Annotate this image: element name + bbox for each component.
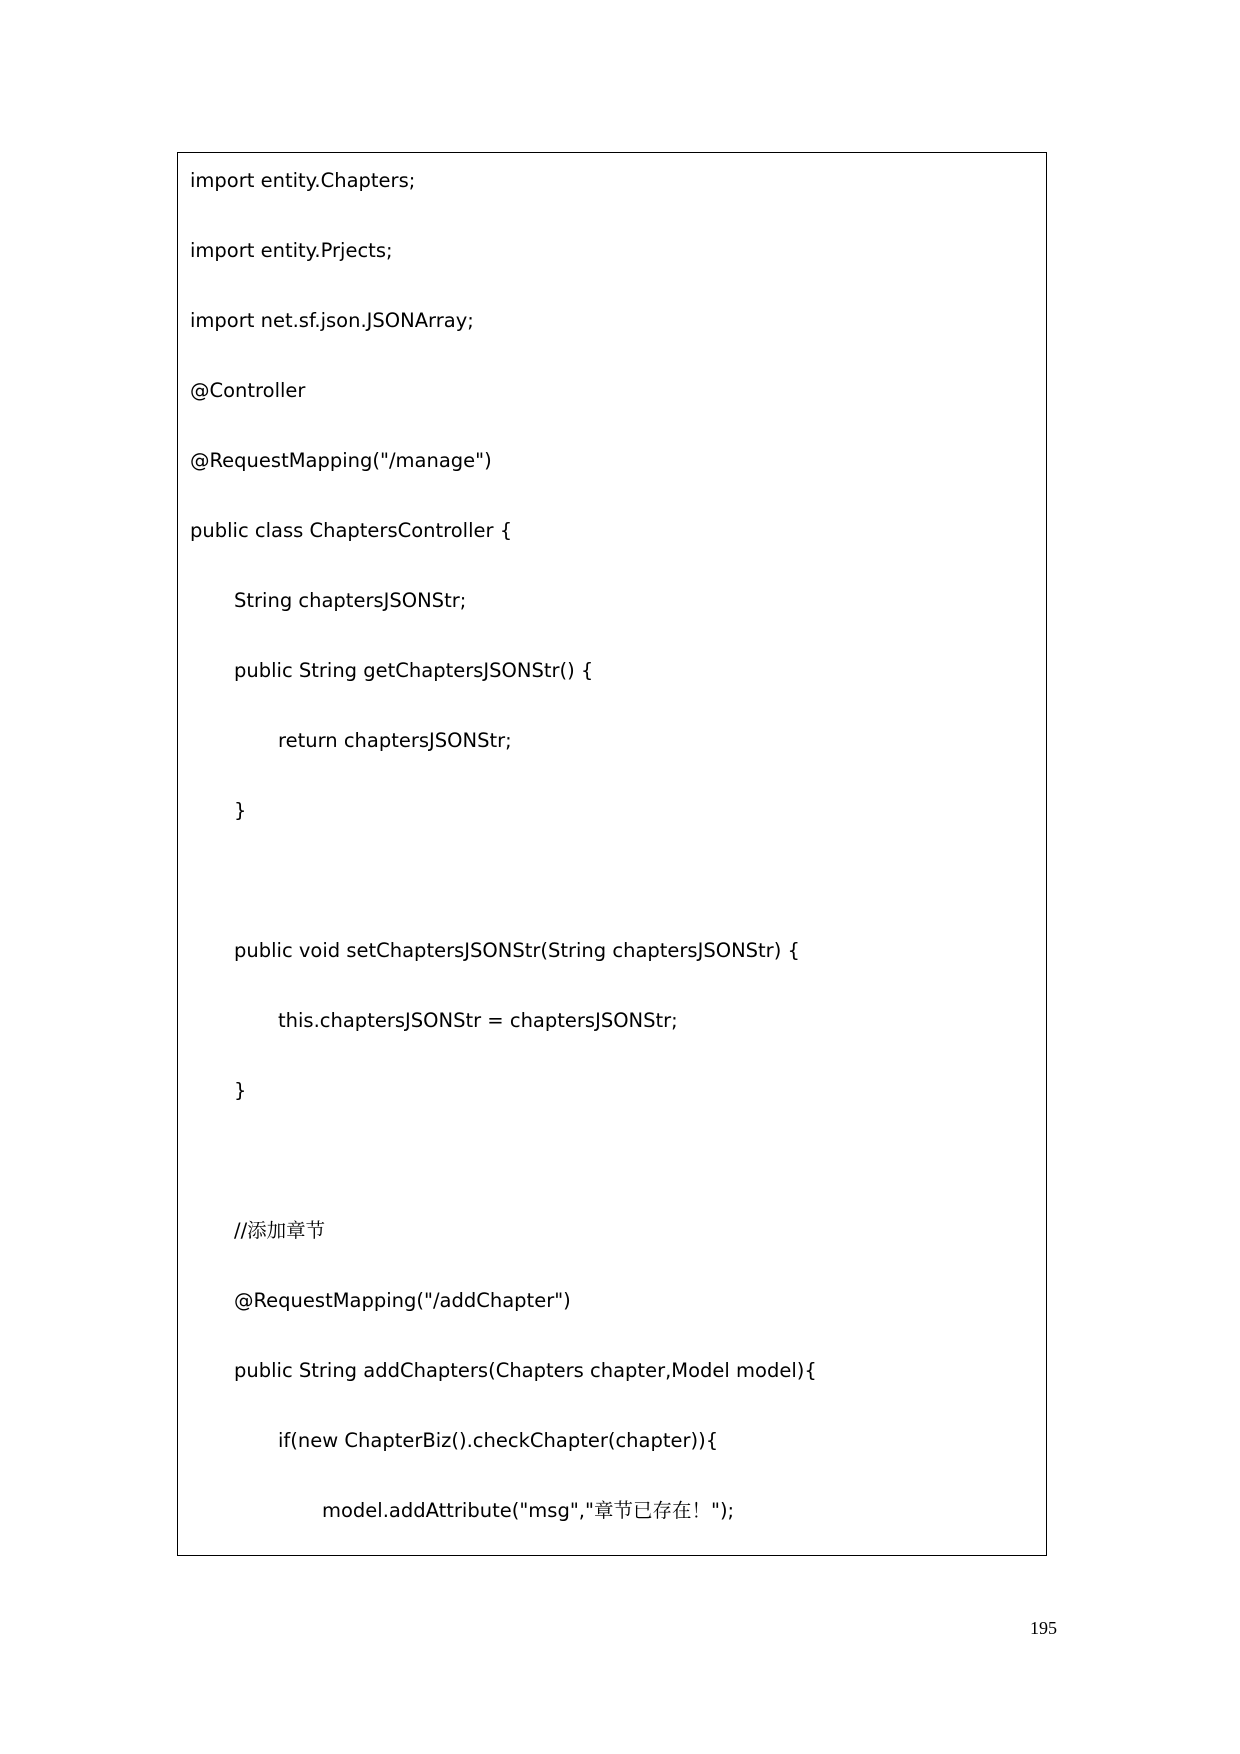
code-line: public class ChaptersController {	[190, 519, 513, 542]
code-line: @RequestMapping("/addChapter")	[234, 1289, 571, 1312]
code-line: model.addAttribute("msg","章节已存在！");	[322, 1499, 735, 1522]
code-line: return chaptersJSONStr;	[278, 729, 512, 752]
code-line: import entity.Chapters;	[190, 169, 416, 192]
code-listing-box	[177, 152, 1047, 1556]
code-line: }	[234, 1079, 247, 1102]
code-line: public String getChaptersJSONStr() {	[234, 659, 594, 682]
code-line: public void setChaptersJSONStr(String chaptersJSONStr) {	[234, 939, 800, 962]
code-line: @RequestMapping("/manage")	[190, 449, 492, 472]
code-line: @Controller	[190, 379, 306, 402]
code-line: }	[234, 799, 247, 822]
page-number: 195	[1030, 1618, 1057, 1638]
code-line: import entity.Prjects;	[190, 239, 393, 262]
code-line: public String addChapters(Chapters chapter,Model model){	[234, 1359, 817, 1382]
code-line: import net.sf.json.JSONArray;	[190, 309, 474, 332]
code-comment: //添加章节	[234, 1219, 326, 1242]
code-line: if(new ChapterBiz().checkChapter(chapter)){	[278, 1429, 719, 1452]
code-line: String chaptersJSONStr;	[234, 589, 467, 612]
code-line: this.chaptersJSONStr = chaptersJSONStr;	[278, 1009, 678, 1032]
